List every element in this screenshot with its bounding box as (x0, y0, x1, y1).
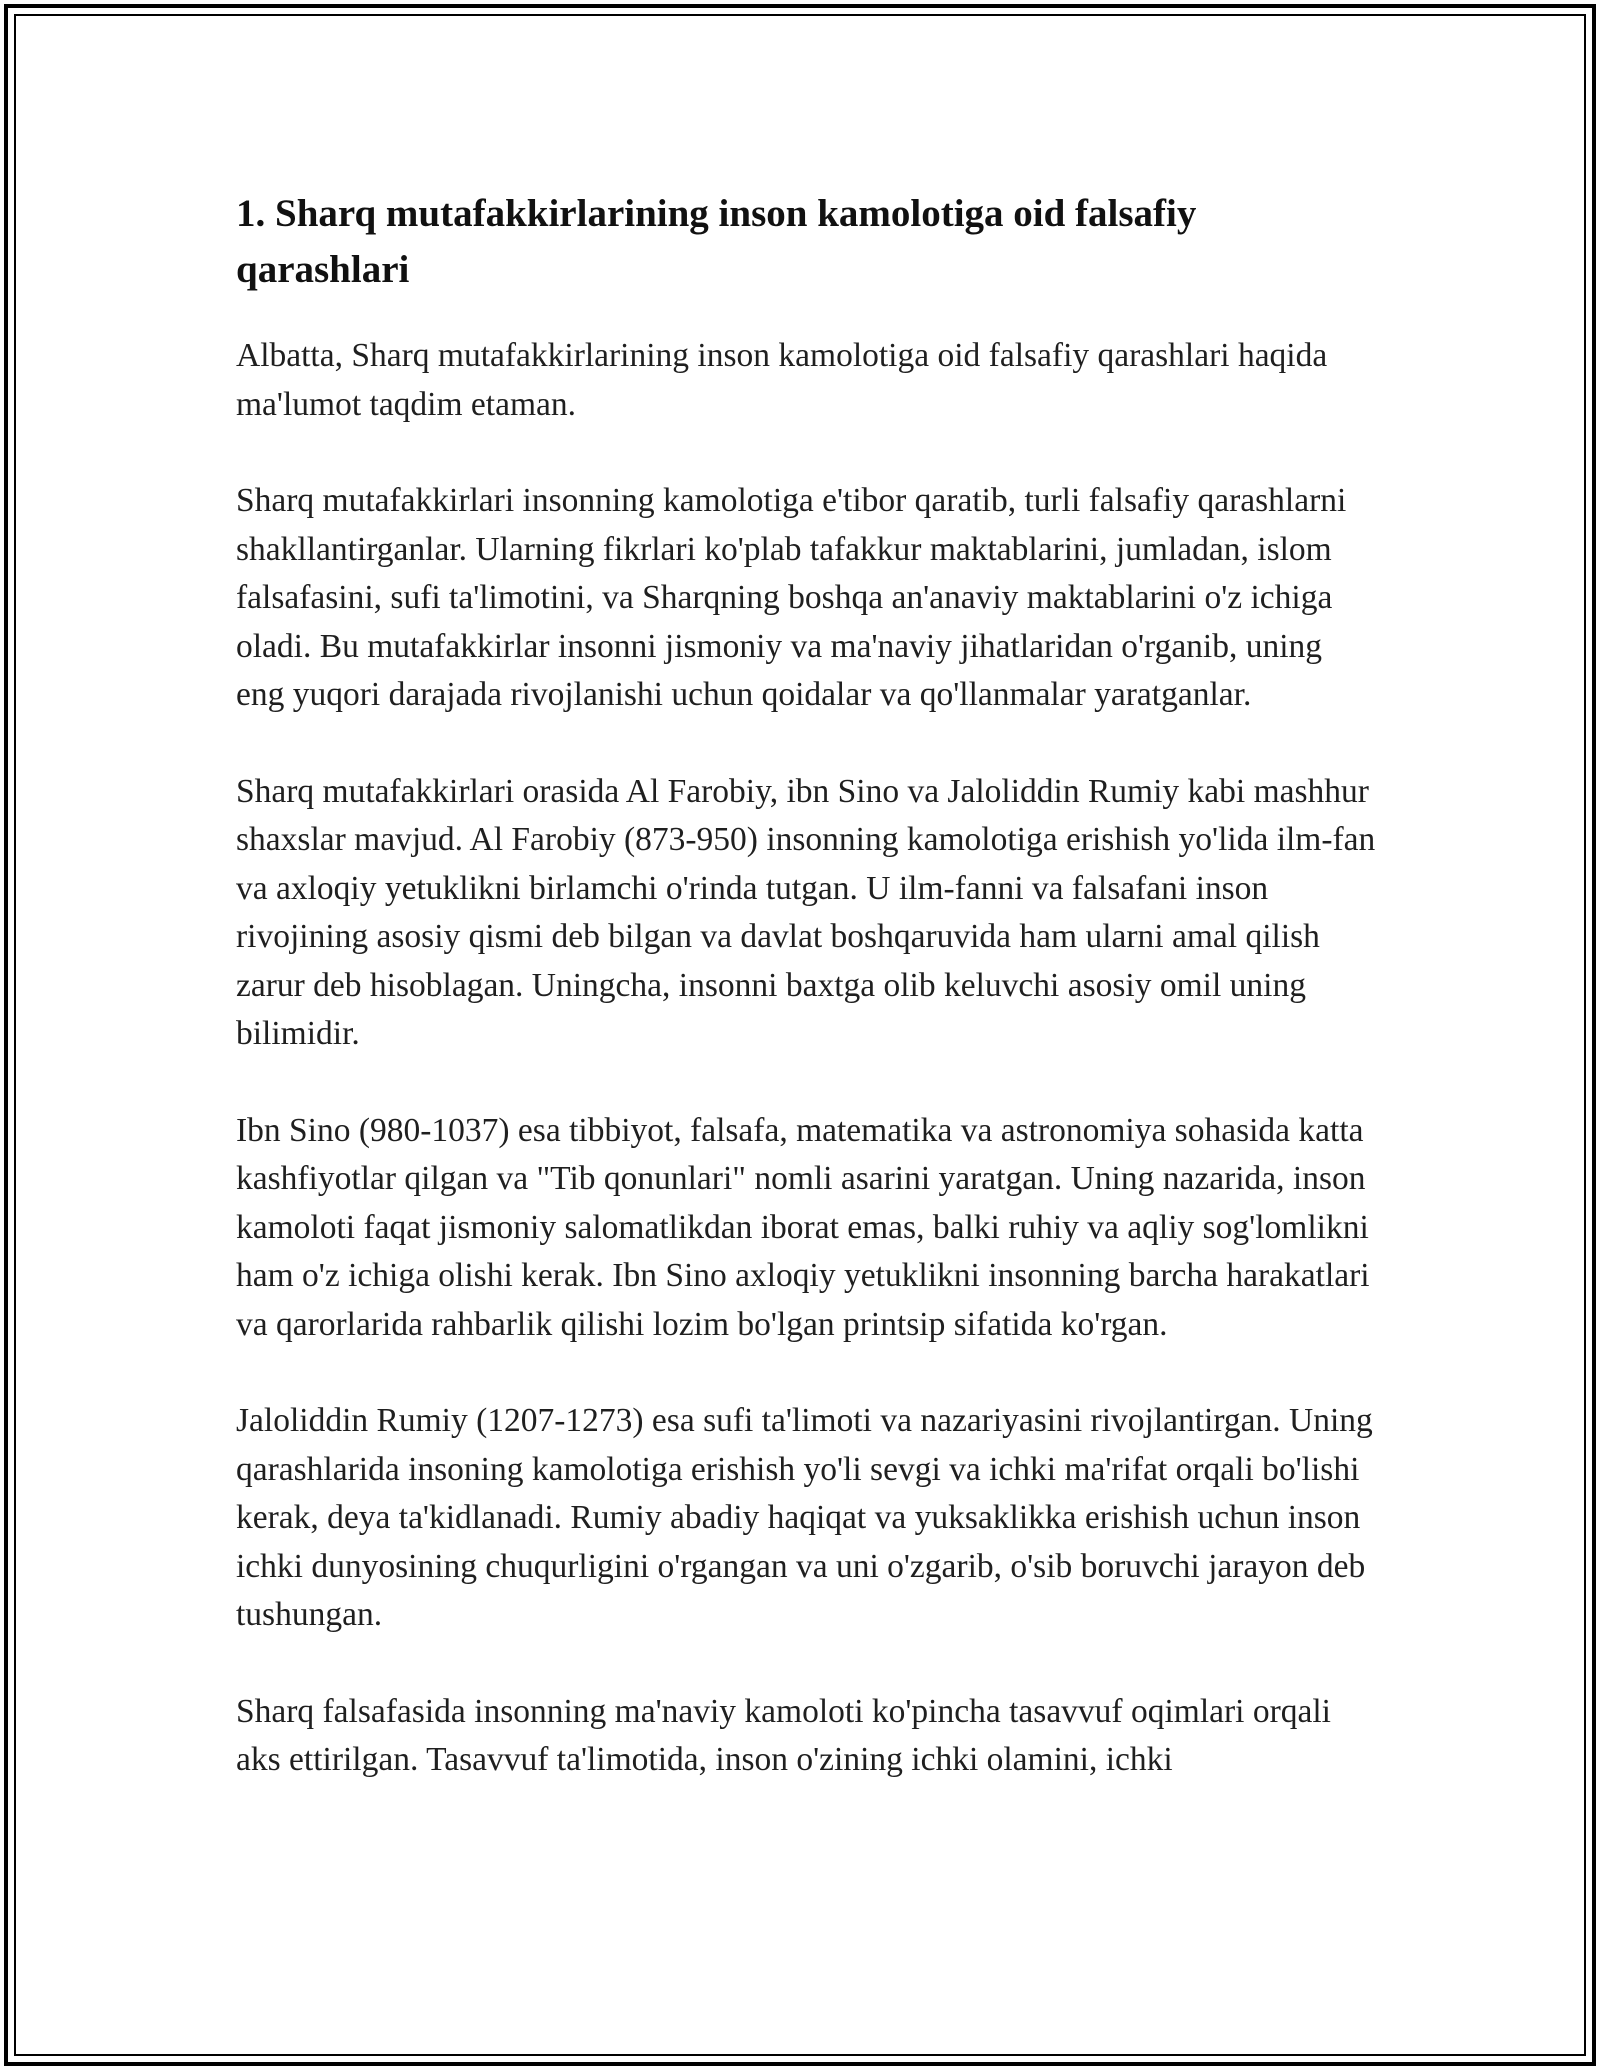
paragraph-rumiy: Jaloliddin Rumiy (1207-1273) esa sufi ta'limoti va nazariyasini rivojlantirgan. Uning qarashlarida insoning kamolotiga erishish yo'li sevgi va ichki ma'rifat orqali bo'lishi kerak, deya ta'kidlanadi. Rumiy abadiy haqiqat va yuksaklikka erishish uchun inson ichki dunyosining chuqurligini o'rgangan va uni o'zgarib, o'sib boruvchi jarayon deb tushungan. (236, 1402, 1373, 1633)
paragraph-tasavvuf: Sharq falsafasida insonning ma'naviy kamoloti ko'pincha tasavvuf oqimlari orqali aks ettirilgan. Tasavvuf ta'limotida, inson o'zining ichki olamini, ichki (236, 1692, 1331, 1778)
paragraph-ibn-sino: Ibn Sino (980-1037) esa tibbiyot, falsafa, matematika va astronomiya sohasida katta kashfiyotlar qilgan va "Tib qonunlari" nomli asarini yaratgan. Uning nazarida, inson kamoloti faqat jismoniy salomatlikdan iborat emas, balki ruhiy va aqliy sog'lomlikni ham o'z ichiga olishi kerak. Ibn Sino axloqiy yetuklikni insonning barcha harakatlari va qarorlarida rahbarlik qilishi lozim bo'lgan printsip sifatida ko'rgan. (236, 1111, 1370, 1343)
document-body (236, 186, 1376, 1833)
section-heading: 1. Sharq mutafakkirlarining inson kamolotiga oid falsafiy qarashlari (236, 192, 1197, 291)
paragraph-farobiy: Sharq mutafakkirlari orasida Al Farobiy, ibn Sino va Jaloliddin Rumiy kabi mashhur shaxslar mavjud. Al Farobiy (873-950) insonning kamolotiga erishish yo'lida ilm-fan va axloqiy yetuklikni birlamchi o'rinda tutgan. U ilm-fanni va falsafani inson rivojining asosiy qismi deb bilgan va davlat boshqaruvida ham ularni amal qilish zarur deb hisoblagan. Uningcha, insonni baxtga olib keluvchi asosiy omil uning bilimidir. (236, 772, 1376, 1052)
paragraph-overview: Sharq mutafakkirlari insonning kamolotiga e'tibor qaratib, turli falsafiy qarashlarni shakllantirganlar. Ularning fikrlari ko'plab tafakkur maktablarini, jumladan, islom falsafasini, sufi ta'limotini, va Sharqning boshqa an'anaviy maktablarini o'z ichiga oladi. Bu mutafakkirlar insonni jismoniy va ma'naviy jihatlaridan o'rganib, uning eng yuqori darajada rivojlanishi uchun qoidalar va qo'llanmalar yaratganlar. (236, 482, 1347, 713)
paragraph-intro: Albatta, Sharq mutafakkirlarining inson kamolotiga oid falsafiy qarashlari haqida ma'lumot taqdim etaman. (236, 337, 1328, 423)
